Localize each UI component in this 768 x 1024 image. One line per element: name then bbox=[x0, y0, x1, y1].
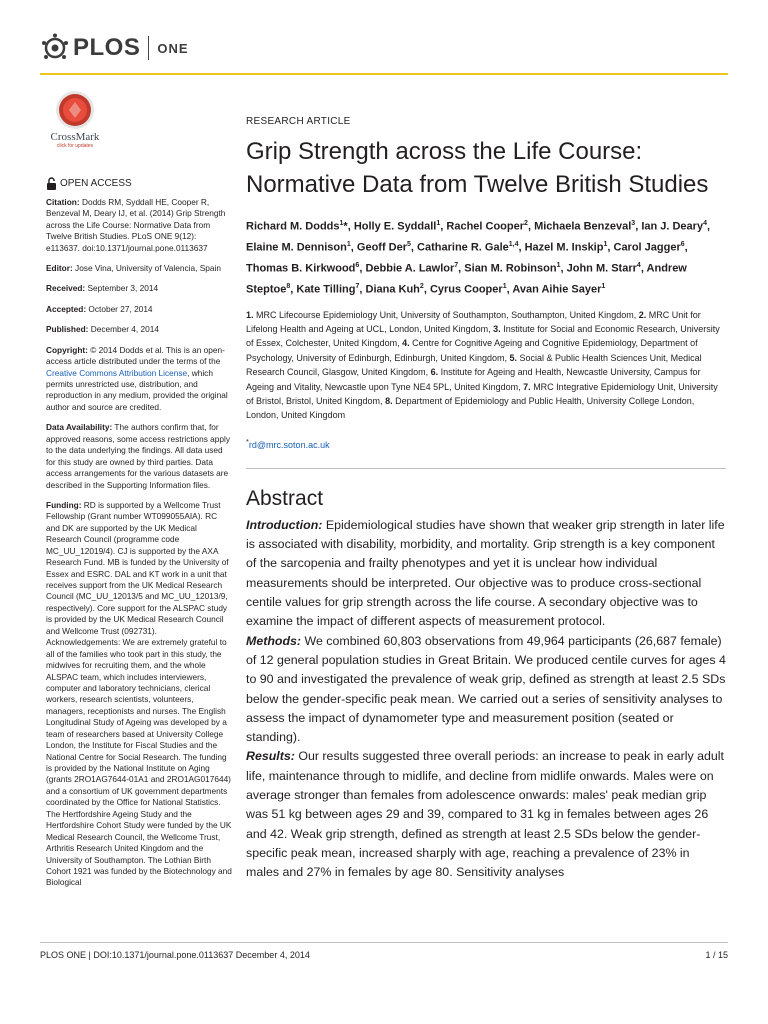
author-name[interactable]: Diana Kuh bbox=[365, 284, 420, 297]
funding-block: Funding: RD is supported by a Wellcome Trust Fellowship (Grant number WT099055AIA). RC and DK are supported by the UK Medical Research Council (programme code MC_UU_12019/4). CJ is supported by the AXA Research Fund. MB is funded by the University of Essex and ESRC. DAL and KT work in a unit that receives support from the UK Medical Research Council (MC_UU_12013/5 and MC_UU_12013/9, respectively). Core support for the ALSPAC study is provided by the UK Medical Research Council and Wellcome Trust (092731). Acknowledgements: We are extremely grateful to all of the families who took part in this study, the midwives for recruiting them, and the whole ALSPAC team, which includes interviewers, computer and laboratory technicians, clerical workers, research scientists, volunteers, managers, receptionists and nurses. The English Longitudinal Study of Ageing was developed by a team of researchers based at University College London, the Institute for Fiscal Studies and the National Centre for Social Research. The funding is provided by the National Institute on Aging (grants 2RO1AG7644-01A1 and 2RO1AG017644) and a consortium of UK government departments coordinated by the Office for National Statistics. The Hertfordshire Ageing Study and the Hertfordshire Cohort Study were funded by the UK Medical Research Council, the Wellcome Trust, Arthritis Research United Kingdom and the University of Southampton. The Lothian Birth Cohort 1921 was funded by the Biotechnology and Biological bbox=[46, 499, 232, 888]
author-affiliation-marker: 3 bbox=[631, 220, 636, 227]
section-rule bbox=[246, 468, 726, 469]
journal-logo[interactable] bbox=[40, 33, 189, 63]
affiliation-number: 2. bbox=[638, 309, 647, 320]
author-affiliation-marker: 4 bbox=[636, 262, 641, 270]
results-label: Results: bbox=[246, 749, 295, 764]
author-name[interactable]: Cyrus Cooper bbox=[429, 284, 503, 297]
author-name[interactable]: Geoff Der bbox=[356, 241, 408, 254]
article-title: Grip Strength across the Life Course: Normative Data from Twelve British Studies bbox=[246, 138, 709, 198]
editor-block: Editor: Jose Vina, University of Valencia, Spain bbox=[46, 262, 221, 273]
logo-subtitle: ONE bbox=[157, 40, 189, 56]
author-name[interactable]: Thomas B. Kirkwood bbox=[246, 262, 356, 275]
footer-citation: PLOS ONE | DOI:10.1371/journal.pone.0113637 December 4, 2014 bbox=[40, 950, 310, 960]
author-affiliation-marker: 8 bbox=[286, 283, 291, 291]
intro-text: Epidemiological studies have shown that weaker grip strength in later life is associated with disability, morbidity, and mortality. Grip strength is a key component of the sarcopenia and frailty phenotypes and yet it is unclear how individual measurements should be interpreted. Our objective was to produce cross-sectional centile values for grip strength across the life course. A secondary objective was to examine the impact of different aspects of measurement protocol. bbox=[246, 517, 725, 629]
header-rule bbox=[40, 73, 728, 75]
author-affiliation-marker: 1 bbox=[601, 283, 606, 291]
author-affiliation-marker: 1 bbox=[346, 241, 351, 249]
author-name[interactable]: Debbie A. Lawlor bbox=[365, 262, 455, 275]
results-text: Our results suggested three overall periods: an increase to peak in early adult life, maintenance through to midlife, and decline from midlife onwards. Males were on average stronger than females from adolescence onwards: males' peak median grip was 51 kg between ages 29 and 39, compared to 31 kg in females between ages 26 and 42. Weak grip strength, defined as strength at least 2.5 SDs below the gender-specific peak mean, increased sharply with age, reaching a prevalence of 23% in males and 27% in females by age 80. Sensitivity analyses bbox=[246, 749, 724, 880]
author-name[interactable]: Kate Tilling bbox=[296, 284, 356, 297]
author-name[interactable]: Carol Jagger bbox=[613, 241, 681, 254]
published-block: Published: December 4, 2014 bbox=[46, 324, 159, 335]
author-affiliation-marker: 1 bbox=[502, 283, 507, 291]
page-footer bbox=[40, 950, 728, 960]
author-name[interactable]: Avan Aihie Sayer bbox=[512, 284, 602, 297]
author-name[interactable]: Elaine M. Dennison bbox=[246, 241, 347, 254]
author-affiliation-marker: 6 bbox=[680, 241, 685, 249]
affiliation-text: Social & Public Health Sciences Unit, Medical Research Council, Glasgow, United Kingdom, bbox=[246, 352, 702, 378]
author-affiliation-marker: 1,4 bbox=[508, 241, 519, 249]
author-affiliation-marker: 1 bbox=[556, 262, 561, 270]
crossmark-subtitle: click for updates bbox=[56, 143, 94, 149]
affiliation-text: Centre for Cognitive Ageing and Cognitive Epidemiology, Department of Psychology, University of Edinburgh, Edinburgh, United Kingdom, bbox=[246, 338, 698, 363]
citation-block: Citation: Dodds RM, Syddall HE, Cooper R, Benzeval M, Deary IJ, et al. (2014) Grip Strength across the Life Course: Normative Data from Twelve British Studies. PLoS ONE 9(12): e113637. doi:10.1371/journal.pone.0113637 bbox=[46, 196, 226, 253]
license-link[interactable]: Creative Commons Attribution License bbox=[46, 367, 188, 378]
author-name[interactable]: John M. Starr bbox=[566, 262, 637, 275]
open-lock-icon bbox=[46, 177, 57, 190]
affiliation-text: MRC Lifecourse Epidemiology Unit, University of Southampton, Southampton, United Kingdom, bbox=[253, 309, 639, 320]
logo-text: PLOS bbox=[73, 34, 141, 61]
page-number: 1 / 15 bbox=[705, 950, 728, 960]
author-affiliation-marker: 2 bbox=[524, 220, 528, 227]
data-availability-block: Data Availability: The authors confirm that, for approved reasons, some access restrictions apply to the data underlying the findings. All data used for this study are owned by third parties. Data access arrangements for the various datasets are described in the Supporting Information files. bbox=[46, 422, 231, 490]
author-name[interactable]: Andrew Steptoe bbox=[246, 262, 687, 297]
affiliation-number: 6. bbox=[430, 367, 439, 378]
affiliation-number: 5. bbox=[509, 352, 517, 363]
article-type: RESEARCH ARTICLE bbox=[246, 116, 351, 127]
article-sidebar bbox=[46, 177, 232, 898]
author-affiliation-marker: 7 bbox=[454, 262, 459, 270]
abstract-heading: Abstract bbox=[246, 486, 324, 510]
author-affiliation-marker: 4 bbox=[703, 220, 707, 227]
copyright-block: Copyright: © 2014 Dodds et al. This is an open-access article distributed under the terms of the Creative Commons Attribution License, which permits unrestricted use, distribution, and reproduction in any medium, provided the original author and source are credited. bbox=[46, 344, 228, 412]
author-affiliation-marker: 6 bbox=[355, 262, 360, 270]
author-affiliation-marker: 1 bbox=[339, 220, 344, 227]
affiliation-text: MRC Integrative Epidemiology Unit, University of Bristol, Bristol, United Kingdom, bbox=[246, 381, 718, 407]
author-affiliation-marker: 2 bbox=[419, 283, 424, 291]
author-name[interactable]: Ian J. Deary bbox=[641, 220, 704, 233]
article-main bbox=[246, 116, 726, 883]
received-block: Received: September 3, 2014 bbox=[46, 283, 159, 294]
crossmark-title: CrossMark bbox=[50, 131, 100, 143]
corresponding-email: *rd@mrc.soton.ac.uk bbox=[246, 436, 330, 450]
affiliation-number: 1. bbox=[246, 309, 254, 320]
crossmark-icon bbox=[55, 90, 95, 130]
author-name[interactable]: Richard M. Dodds bbox=[246, 220, 340, 233]
author-name[interactable]: Hazel M. Inskip bbox=[524, 241, 604, 254]
plos-logo-icon bbox=[40, 33, 70, 63]
author-affiliation-marker: 7 bbox=[355, 283, 360, 291]
author-name[interactable]: Michaela Benzeval bbox=[534, 220, 632, 233]
author-affiliation-marker: 1 bbox=[603, 241, 608, 249]
affiliation-number: 3. bbox=[493, 324, 501, 335]
author-list: Richard M. Dodds$^1$*, Holly E. Syddall$^1$, Rachel Cooper$^2$, Michaela Benzeval$^3$, Ian J. Deary$^4$, Elaine M. Dennison$^1$, Geoff Der$^5$, Catharine R. Gale$^{1,4}$, Hazel M. Inskip$^1$, Carol Jagger$^6$, Thomas B. Kirkwood$^6$, Debbie A. Lawlor$^7$, Sian M. Robinson$^1$, John M. Starr$^4$, Andrew Steptoe$^8$, Kate Tilling$^7$, Diana Kuh$^2$, Cyrus Cooper$^1$, Avan Aihie Sayer$^1$ bbox=[246, 220, 711, 297]
footer-rule bbox=[40, 942, 728, 943]
intro-label: Introduction: bbox=[246, 517, 323, 532]
abstract-text bbox=[246, 516, 726, 883]
affiliation-number: 8. bbox=[385, 396, 393, 407]
affiliation-text: MRC Unit for Lifelong Health and Ageing at UCL, London, United Kingdom, bbox=[246, 309, 701, 335]
methods-text: We combined 60,803 observations from 49,964 participants (26,687 female) of 12 general population studies in Great Britain. We produced centile curves for ages 4 to 90 and investigated the prevalence of weak grip, defined as strength at least 2.5 SDs below the gender-specific peak mean. We carried out a series of sensitivity analyses to assess the impact of dynamometer type and measurement position (seated or standing). bbox=[246, 633, 726, 745]
methods-label: Methods: bbox=[246, 633, 302, 648]
affiliation-text: Institute for Social and Economic Research, University of Essex, Colchester, United Kingdom, bbox=[246, 324, 720, 349]
accepted-block: Accepted: October 27, 2014 bbox=[46, 303, 153, 314]
affiliation-text: Department of Epidemiology and Public Health, University College London, London, United Kingdom bbox=[246, 396, 695, 421]
affiliation-number: 4. bbox=[402, 338, 410, 349]
author-name[interactable]: Holly E. Syddall bbox=[353, 220, 437, 233]
crossmark-badge[interactable] bbox=[40, 90, 110, 149]
author-affiliation-marker: 5 bbox=[407, 241, 411, 249]
logo-divider bbox=[148, 36, 149, 60]
open-access-badge bbox=[46, 177, 232, 191]
author-affiliation-marker: 1 bbox=[436, 220, 441, 227]
author-name[interactable]: Catharine R. Gale bbox=[417, 241, 509, 254]
affiliation-text: Institute for Ageing and Health, Newcastle University, Campus for Ageing and Vitality, Newcastle upon Tyne NE4 5PL, United Kingdom, bbox=[246, 367, 701, 392]
author-name[interactable]: Sian M. Robinson bbox=[464, 262, 557, 275]
email-link[interactable]: rd@mrc.soton.ac.uk bbox=[248, 439, 330, 450]
author-name[interactable]: Rachel Cooper bbox=[446, 220, 525, 233]
affiliations bbox=[246, 308, 726, 423]
affiliation-number: 7. bbox=[523, 381, 531, 392]
open-access-label: OPEN ACCESS bbox=[60, 178, 132, 189]
